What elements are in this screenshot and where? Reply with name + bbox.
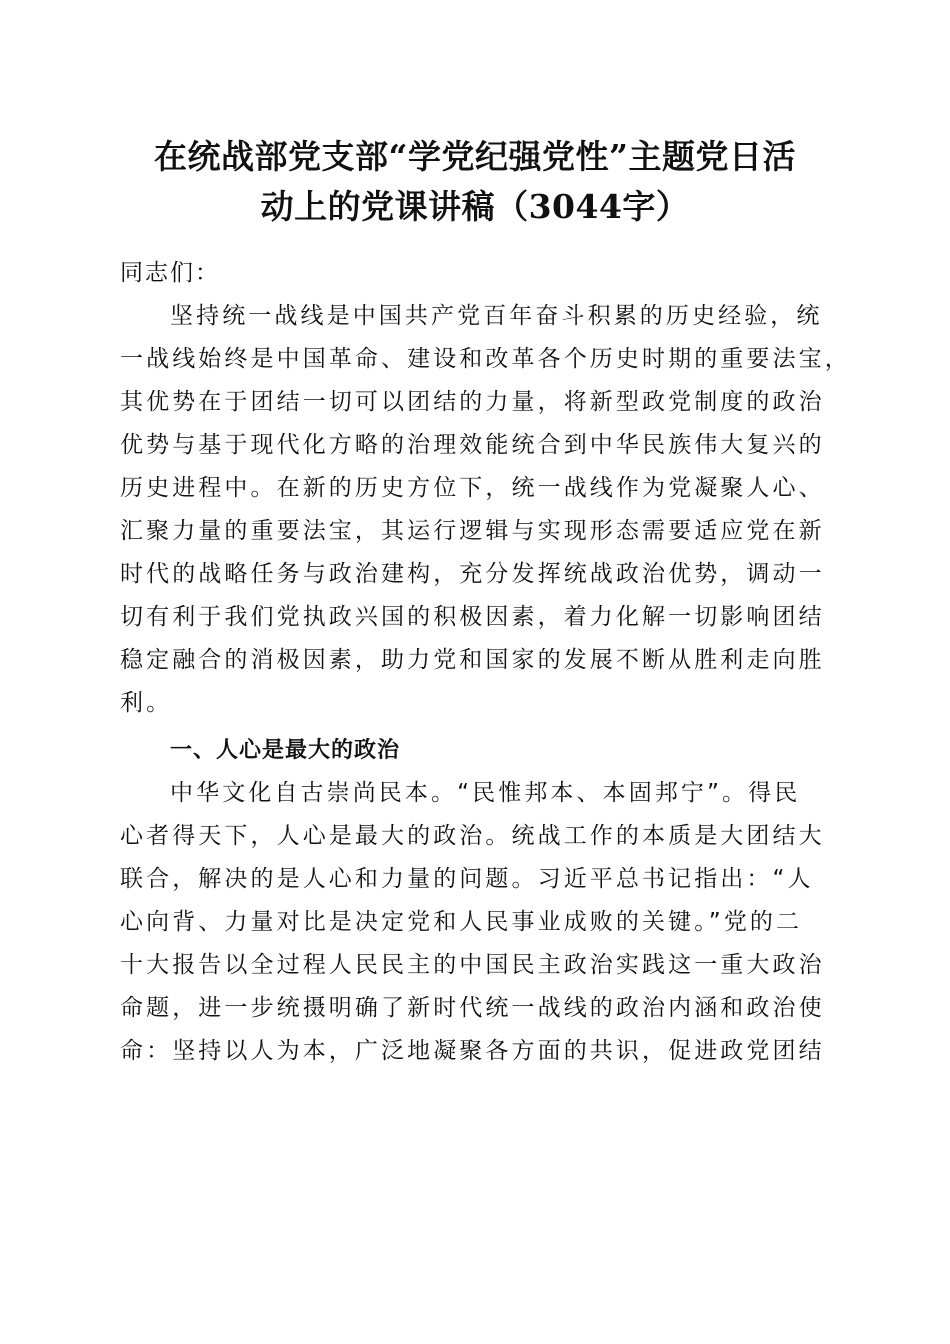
- salutation: 同志们：: [120, 260, 220, 286]
- text-line: 联合，解决的是人心和力量的问题。习近平总书记指出：“人: [120, 866, 814, 892]
- document-title: [100, 132, 850, 232]
- text-line: 心向背、力量对比是决定党和人民事业成败的关键。”党的二: [120, 909, 803, 935]
- text-line: 一战线始终是中国革命、建设和改革各个历史时期的重要法宝，: [120, 346, 851, 372]
- paragraph-2: [120, 772, 834, 1073]
- paragraph-1: [120, 295, 851, 725]
- text-line: 心者得天下，人心是最大的政治。统战工作的本质是大团结大: [120, 823, 825, 849]
- text-line: 利。: [120, 690, 173, 716]
- text-line: 命：坚持以人为本，广泛地凝聚各方面的共识，促进政党团结: [120, 1038, 825, 1064]
- text-line: 稳定融合的消极因素，助力党和国家的发展不断从胜利走向胜: [120, 647, 825, 673]
- text-line: 中华文化自古崇尚民本。“民惟邦本、本固邦宁”。得民: [170, 780, 801, 806]
- text-line: 优势与基于现代化方略的治理效能统合到中华民族伟大复兴的: [120, 432, 825, 458]
- text-line: 汇聚力量的重要法宝，其运行逻辑与实现形态需要适应党在新: [120, 518, 825, 544]
- text-line: 其优势在于团结一切可以团结的力量，将新型政党制度的政治: [120, 389, 825, 415]
- text-line: 十大报告以全过程人民民主的中国民主政治实践这一重大政治: [120, 952, 825, 978]
- text-line: 历史进程中。在新的历史方位下，统一战线作为党凝聚人心、: [120, 475, 825, 501]
- section-heading-1: 一、人心是最大的政治: [170, 738, 401, 763]
- title-line-2: 动上的党课讲稿（3044字）: [260, 187, 690, 226]
- text-line: 坚持统一战线是中国共产党百年奋斗积累的历史经验，统: [170, 303, 823, 329]
- title-line-1: 在统战部党支部“学党纪强党性”主题党日活: [154, 137, 796, 176]
- text-line: 命题，进一步统摄明确了新时代统一战线的政治内涵和政治使: [120, 995, 825, 1021]
- text-line: 切有利于我们党执政兴国的积极因素，着力化解一切影响团结: [120, 604, 825, 630]
- document-body: [120, 252, 851, 1073]
- text-line: 时代的战略任务与政治建构，充分发挥统战政治优势，调动一: [120, 561, 825, 587]
